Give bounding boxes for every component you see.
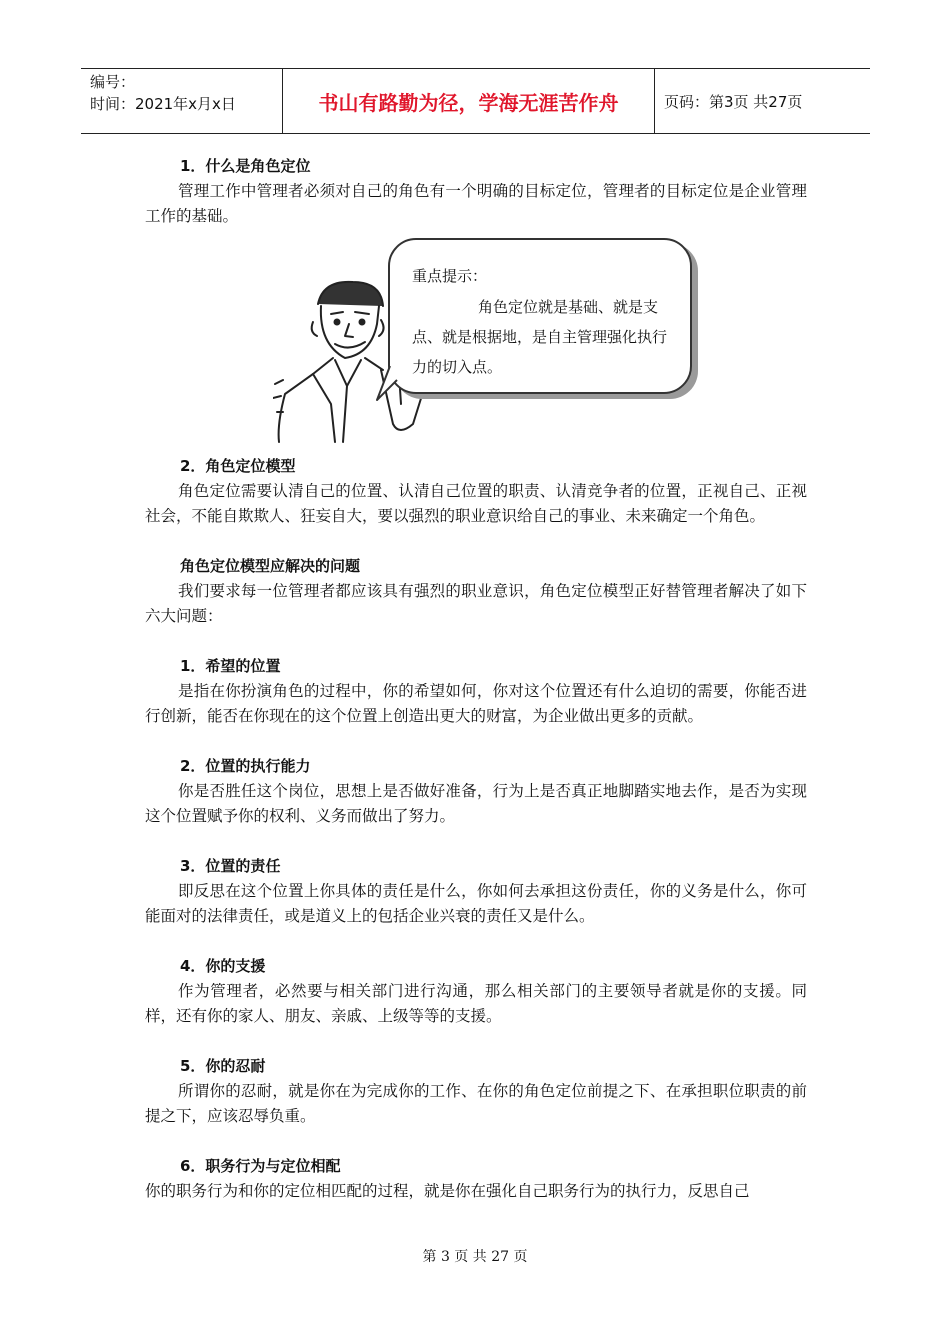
callout-figure (145, 232, 807, 454)
section-title: 4．你的支援 (180, 957, 266, 975)
paragraph: 你的职务行为和你的定位相匹配的过程，就是你在强化自己职务行为的执行力，反思自己 (145, 1182, 750, 1200)
section-title: 2．位置的执行能力 (180, 757, 311, 775)
section-title: 6．职务行为与定位相配 (180, 1157, 341, 1175)
header-motto: 书山有路勤为径，学海无涯苦作舟 (283, 69, 655, 133)
callout-text: 角色定位就是基础、就是支点、就是根据地，是自主管理强化执行力的切入点。 (412, 298, 668, 376)
number-label: 编号： (90, 73, 136, 91)
bubble-tail-icon (373, 366, 399, 406)
paragraph: 我们要求每一位管理者都应该具有强烈的职业意识，角色定位模型正好替管理者解决了如下六大问题： (145, 582, 807, 625)
paragraph: 角色定位需要认清自己的位置、认清自己位置的职责、认清竞争者的位置，正视自己、正视社会，不能自欺欺人、狂妄自大，要以强烈的职业意识给自己的事业、未来确定一个角色。 (145, 482, 807, 525)
header-meta (81, 69, 283, 133)
page-header (81, 68, 870, 134)
time-label: 时间：2021年x月x日 (90, 95, 236, 113)
section-title: 角色定位模型应解决的问题 (180, 557, 361, 575)
section-title: 1．希望的位置 (180, 657, 281, 675)
paragraph: 你是否胜任这个岗位，思想上是否做好准备，行为上是否真正地脚踏实地去作，是否为实现这个位置赋予你的权利、义务而做出了努力。 (145, 782, 807, 825)
callout-bubble (388, 238, 692, 394)
page-footer: 第 3 页 共 27 页 (422, 1249, 528, 1265)
section-title: 2．角色定位模型 (180, 457, 296, 475)
paragraph: 作为管理者，必然要与相关部门进行沟通，那么相关部门的主要领导者就是你的支援。同样，还有你的家人、朋友、亲戚、上级等等的支援。 (145, 982, 807, 1025)
paragraph: 是指在你扮演角色的过程中，你的希望如何，你对这个位置还有什么迫切的需要，你能否进行创新，能否在你现在的这个位置上创造出更大的财富，为企业做出更多的贡献。 (145, 682, 807, 725)
section-title: 5．你的忍耐 (180, 1057, 266, 1075)
header-page-info: 页码：第3页 共27页 (664, 92, 803, 111)
section-title: 3．位置的责任 (180, 857, 281, 875)
document-body (145, 154, 807, 1204)
paragraph: 即反思在这个位置上你具体的责任是什么，你如何去承担这份责任，你的义务是什么，你可能面对的法律责任，或是道义上的包括企业兴衰的责任又是什么。 (145, 882, 807, 925)
section-title: 1．什么是角色定位 (180, 157, 311, 175)
callout-title: 重点提示： (412, 267, 488, 285)
paragraph: 管理工作中管理者必须对自己的角色有一个明确的目标定位，管理者的目标定位是企业管理工作的基础。 (145, 182, 807, 225)
paragraph: 所谓你的忍耐，就是你在为完成你的工作、在你的角色定位前提之下、在承担职位职责的前提之下，应该忍辱负重。 (145, 1082, 807, 1125)
